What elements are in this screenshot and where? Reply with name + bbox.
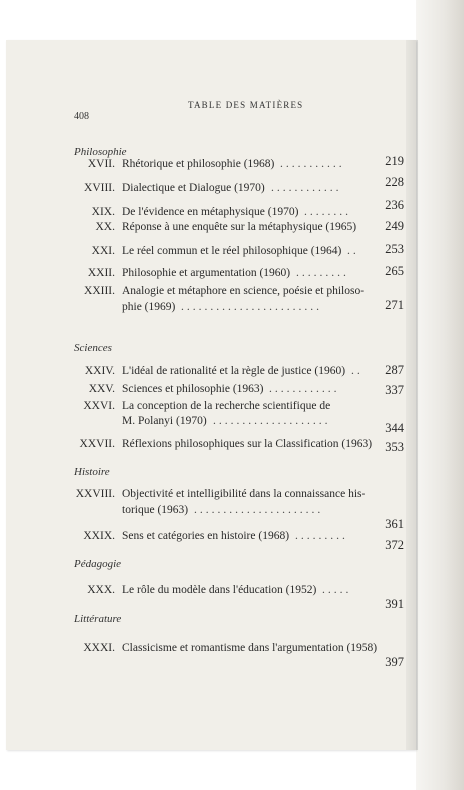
entry-page-number: 228 [385, 175, 404, 189]
entry-number: XXII. [87, 267, 115, 279]
entry-number: XXVII. [79, 438, 115, 450]
dot-leader: ......... [295, 530, 348, 542]
section-heading: Philosophie [74, 146, 127, 158]
entry-number: XXIII. [84, 285, 115, 297]
entry-title-line: Sens et catégories en histoire (1968) [122, 530, 290, 542]
dot-leader: ........ [304, 206, 351, 218]
entry-number: XXVI. [83, 400, 115, 412]
entry-page-number: 361 [385, 517, 404, 531]
entry-page-number: 344 [385, 421, 404, 435]
entry-number: XXIV. [84, 365, 115, 377]
entry-page-number: 337 [385, 383, 404, 397]
entry-number: XIX. [91, 206, 115, 218]
entry-title-line: Sciences et philosophie (1963) [122, 383, 264, 395]
entry-page-number: 265 [385, 264, 404, 278]
entry-number: XXX. [87, 584, 115, 596]
entry-number: XVIII. [84, 182, 115, 194]
page-number: 408 [74, 111, 89, 122]
running-title: TABLE DES MATIÈRES [188, 100, 304, 110]
entry-number: XXV. [88, 383, 115, 395]
entry-page-number: 253 [385, 242, 404, 256]
page-gutter-shadow [406, 40, 418, 750]
dot-leader: ...................... [194, 504, 324, 516]
section-heading: Histoire [74, 466, 110, 478]
entry-page-number: 249 [385, 219, 404, 233]
book-spine-background [416, 0, 464, 790]
entry-title-line: La conception de la recherche scientifique de [122, 400, 331, 412]
entry-title-line: Le réel commun et le réel philosophique (1964) [122, 245, 342, 257]
entry-page-number: 287 [385, 363, 404, 377]
entry-number: XXI. [91, 245, 115, 257]
entry-page-number: 236 [385, 198, 404, 212]
entry-page-number: 372 [385, 538, 404, 552]
dot-leader: ............ [271, 182, 342, 194]
entry-title-line: De l'évidence en métaphysique (1970) [122, 206, 299, 218]
section-heading: Littérature [74, 613, 122, 625]
entry-title-line: M. Polanyi (1970) [122, 415, 207, 427]
dot-leader: .. [347, 245, 359, 257]
entry-title-line: Réponse à une enquête sur la métaphysique (1965) [122, 221, 357, 233]
entry-number: XXXI. [83, 642, 115, 654]
entry-title-line: Classicisme et romantisme dans l'argumentation (1958) [122, 642, 378, 654]
section-heading: Sciences [74, 342, 112, 354]
entry-title-line: Rhétorique et philosophie (1968) [122, 158, 275, 170]
entry-page-number: 353 [385, 440, 404, 454]
entry-number: XVII. [87, 158, 115, 170]
dot-leader: ......... [296, 267, 349, 279]
dot-leader: ........................ [181, 301, 322, 313]
entry-page-number: 219 [385, 154, 404, 168]
entry-title-line: Objectivité et intelligibilité dans la connaissance his- [122, 488, 366, 500]
entry-page-number: 397 [385, 655, 404, 669]
entry-page-number: 271 [385, 298, 404, 312]
entry-page-number: 391 [385, 597, 404, 611]
entry-title-line: Philosophie et argumentation (1960) [122, 267, 291, 279]
entry-number: XX. [95, 221, 115, 233]
dot-leader: ..... [322, 584, 352, 596]
entry-number: XXVIII. [75, 488, 115, 500]
entry-title-line: Réflexions philosophiques sur la Classification (1963) [122, 438, 373, 450]
entry-title-line: phie (1969) [122, 301, 176, 313]
dot-leader: .. [351, 365, 363, 377]
section-heading: Pédagogie [74, 558, 122, 570]
entry-title-line: Le rôle du modèle dans l'éducation (1952) [122, 584, 317, 596]
entry-title-line: torique (1963) [122, 504, 189, 516]
entry-title-line: Analogie et métaphore en science, poésie et philoso- [122, 285, 365, 297]
entry-title-line: L'idéal de rationalité et la règle de justice (1960) [122, 365, 346, 377]
entry-title-line: Dialectique et Dialogue (1970) [122, 182, 265, 194]
dot-leader: ............ [269, 383, 340, 395]
dot-leader: .................... [213, 415, 331, 427]
dot-leader: ........... [280, 158, 345, 170]
entry-number: XXIX. [83, 530, 115, 542]
